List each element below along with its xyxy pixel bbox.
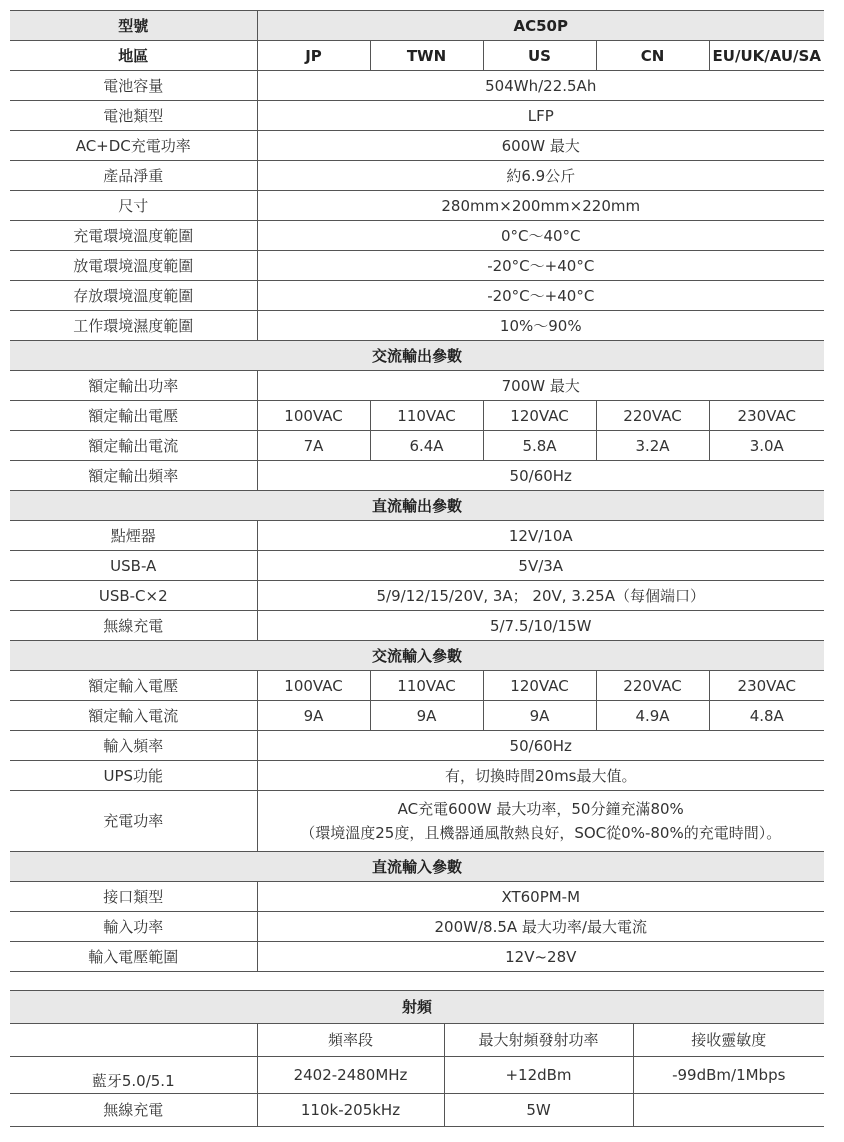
cell-twn: 6.4A (370, 431, 483, 461)
row-value: 600W 最大 (257, 131, 824, 161)
cell-cn: 220VAC (596, 401, 709, 431)
table-row (10, 401, 824, 431)
section-title: 射頻 (10, 991, 824, 1024)
row-label: 放電環境溫度範圍 (10, 251, 257, 281)
row-label: USB-A (10, 551, 257, 581)
cell-us: 120VAC (483, 401, 596, 431)
cell-eu: 230VAC (709, 401, 824, 431)
row-value-multiline (257, 791, 824, 852)
rf-band: 110k-205kHz (257, 1094, 444, 1127)
table-row (10, 431, 824, 461)
table-row (10, 551, 824, 581)
row-label: 充電功率 (10, 791, 257, 852)
row-label: UPS功能 (10, 761, 257, 791)
row-value: 5V/3A (257, 551, 824, 581)
row-value: 200W/8.5A 最大功率/最大電流 (257, 912, 824, 942)
cell-us: 120VAC (483, 671, 596, 701)
cell-twn: 9A (370, 701, 483, 731)
region-eu: EU/UK/AU/SA (709, 41, 824, 71)
table-row (10, 131, 824, 161)
row-label: 額定輸出功率 (10, 371, 257, 401)
row-label: 額定輸出電流 (10, 431, 257, 461)
model-value: AC50P (257, 11, 824, 41)
rf-header-empty (10, 1024, 257, 1057)
row-label: 尺寸 (10, 191, 257, 221)
table-row (10, 101, 824, 131)
table-row (10, 912, 824, 942)
row-value: -20°C～+40°C (257, 281, 824, 311)
cell-twn: 110VAC (370, 671, 483, 701)
row-label: 接口類型 (10, 882, 257, 912)
cell-us: 9A (483, 701, 596, 731)
table-row (10, 731, 824, 761)
region-twn: TWN (370, 41, 483, 71)
row-label: 藍牙5.0/5.1 (10, 1057, 257, 1094)
row-label: 產品淨重 (10, 161, 257, 191)
cell-eu: 4.8A (709, 701, 824, 731)
model-row (10, 11, 824, 41)
region-row (10, 41, 824, 71)
table-row (10, 221, 824, 251)
row-label: AC+DC充電功率 (10, 131, 257, 161)
region-label: 地區 (10, 41, 257, 71)
table-row (10, 191, 824, 221)
table-row (10, 671, 824, 701)
table-row (10, 882, 824, 912)
section-header-dc-input (10, 852, 824, 882)
spec-table (10, 10, 824, 972)
row-label: 電池類型 (10, 101, 257, 131)
rf-header-row (10, 1024, 824, 1057)
row-value: 504Wh/22.5Ah (257, 71, 824, 101)
row-value: 約6.9公斤 (257, 161, 824, 191)
rf-sensitivity (633, 1094, 824, 1127)
rf-table (10, 990, 824, 1127)
row-value: 5/7.5/10/15W (257, 611, 824, 641)
row-value: 有，切換時間20ms最大值。 (257, 761, 824, 791)
row-label: 額定輸出頻率 (10, 461, 257, 491)
row-label: 電池容量 (10, 71, 257, 101)
table-gap (10, 972, 824, 990)
cell-jp: 100VAC (257, 401, 370, 431)
section-header-ac-output (10, 341, 824, 371)
row-value: 10%～90% (257, 311, 824, 341)
rf-sensitivity: -99dBm/1Mbps (633, 1057, 824, 1094)
cell-jp: 9A (257, 701, 370, 731)
row-value: 50/60Hz (257, 731, 824, 761)
region-jp: JP (257, 41, 370, 71)
rf-header-sensitivity: 接收靈敏度 (633, 1024, 824, 1057)
table-row (10, 281, 824, 311)
region-us: US (483, 41, 596, 71)
region-cn: CN (596, 41, 709, 71)
charging-power-line2: （環境溫度25度，且機器通風散熱良好，SOC從0%-80%的充電時間）。 (300, 824, 782, 842)
cell-twn: 110VAC (370, 401, 483, 431)
cell-cn: 3.2A (596, 431, 709, 461)
table-row (10, 701, 824, 731)
row-value: XT60PM-M (257, 882, 824, 912)
row-value: 12V/10A (257, 521, 824, 551)
section-title: 直流輸入參數 (10, 852, 824, 882)
row-label: 輸入頻率 (10, 731, 257, 761)
table-row (10, 371, 824, 401)
rf-header-power: 最大射頻發射功率 (444, 1024, 633, 1057)
cell-eu: 230VAC (709, 671, 824, 701)
row-value: 700W 最大 (257, 371, 824, 401)
section-header-dc-output (10, 491, 824, 521)
row-label: 額定輸入電壓 (10, 671, 257, 701)
rf-band: 2402-2480MHz (257, 1057, 444, 1094)
table-row (10, 1094, 824, 1127)
section-header-rf (10, 991, 824, 1024)
table-row (10, 581, 824, 611)
table-row (10, 611, 824, 641)
row-label: 額定輸出電壓 (10, 401, 257, 431)
row-label: 工作環境濕度範圍 (10, 311, 257, 341)
row-label: 輸入功率 (10, 912, 257, 942)
cell-jp: 100VAC (257, 671, 370, 701)
table-row (10, 161, 824, 191)
table-row (10, 461, 824, 491)
table-row (10, 1057, 824, 1094)
row-label: 點煙器 (10, 521, 257, 551)
spec-sheet (10, 10, 824, 1127)
row-value: 280mm×200mm×220mm (257, 191, 824, 221)
section-header-ac-input (10, 641, 824, 671)
cell-jp: 7A (257, 431, 370, 461)
cell-cn: 4.9A (596, 701, 709, 731)
charging-power-line1: AC充電600W 最大功率，50分鐘充滿80% (397, 800, 684, 818)
row-value: 12V~28V (257, 942, 824, 972)
row-value: 5/9/12/15/20V, 3A； 20V, 3.25A（每個端口） (257, 581, 824, 611)
rf-power: +12dBm (444, 1057, 633, 1094)
row-label: 輸入電壓範圍 (10, 942, 257, 972)
section-title: 直流輸出參數 (10, 491, 824, 521)
table-row (10, 311, 824, 341)
table-row (10, 251, 824, 281)
rf-power: 5W (444, 1094, 633, 1127)
row-value: 0°C～40°C (257, 221, 824, 251)
table-row (10, 761, 824, 791)
cell-us: 5.8A (483, 431, 596, 461)
table-row (10, 521, 824, 551)
table-row (10, 942, 824, 972)
rf-header-band: 頻率段 (257, 1024, 444, 1057)
section-title: 交流輸出參數 (10, 341, 824, 371)
row-label: 額定輸入電流 (10, 701, 257, 731)
row-label: 存放環境溫度範圍 (10, 281, 257, 311)
cell-eu: 3.0A (709, 431, 824, 461)
cell-cn: 220VAC (596, 671, 709, 701)
row-label: 無線充電 (10, 611, 257, 641)
table-row (10, 71, 824, 101)
row-value: LFP (257, 101, 824, 131)
row-label: 充電環境溫度範圍 (10, 221, 257, 251)
row-value: -20°C～+40°C (257, 251, 824, 281)
table-row (10, 791, 824, 852)
row-value: 50/60Hz (257, 461, 824, 491)
section-title: 交流輸入參數 (10, 641, 824, 671)
model-label: 型號 (10, 11, 257, 41)
row-label: 無線充電 (10, 1094, 257, 1127)
row-label: USB-C×2 (10, 581, 257, 611)
